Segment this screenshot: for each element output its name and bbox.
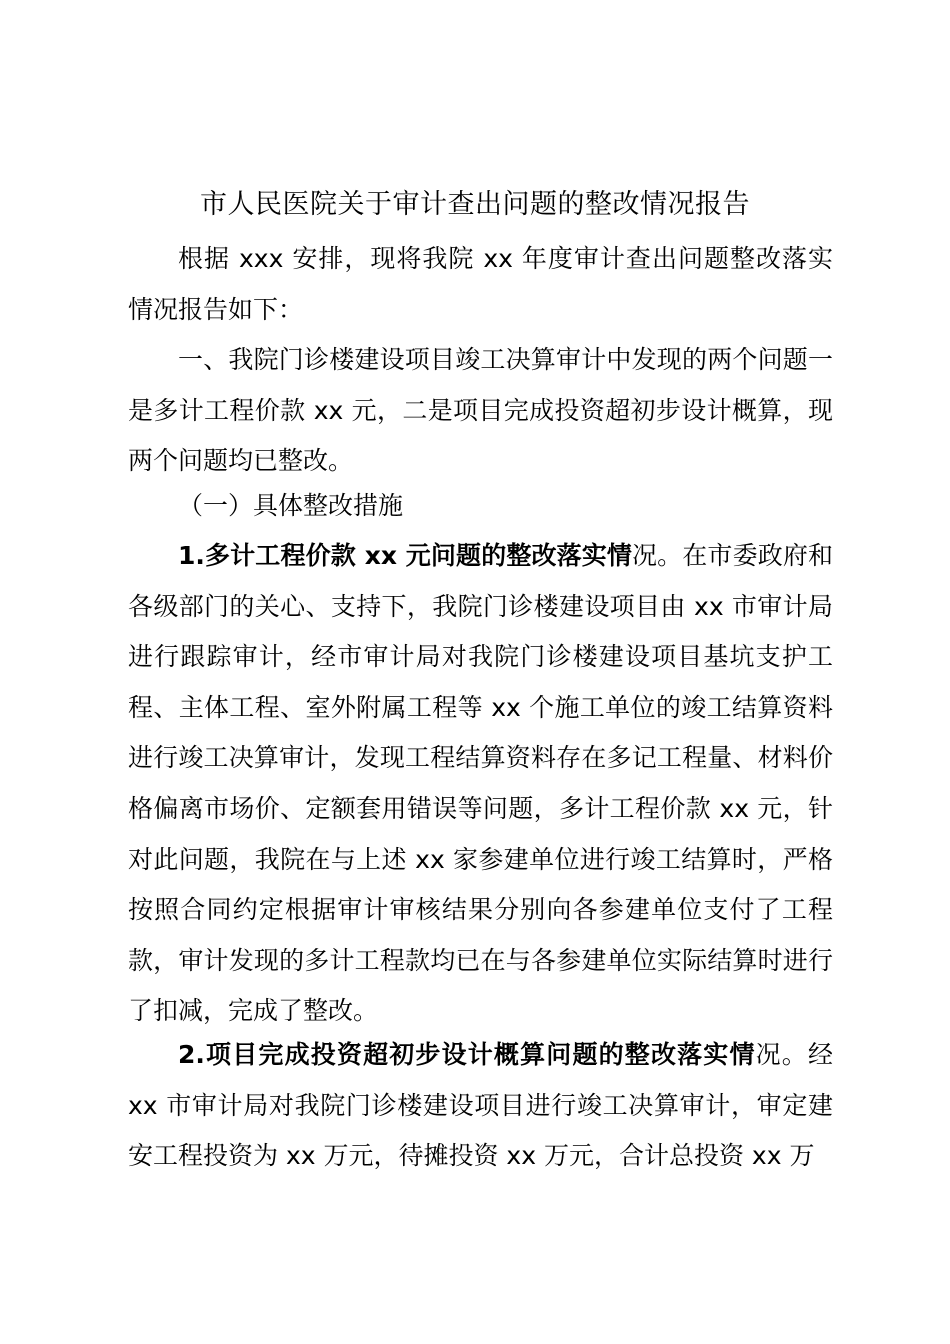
document-title: 市人民医院关于审计查出问题的整改情况报告 — [200, 189, 750, 220]
item-1-paragraph — [128, 531, 833, 1037]
section-1-paragraph: 一、我院门诊楼建设项目竣工决算审计中发现的两个问题一是多计工程价款 xx 元，二是项目完成投资超初步设计概算，现两个问题均已整改。 — [128, 345, 833, 476]
item-1-body: 况。在市委政府和各级部门的关心、支持下，我院门诊楼建设项目由 xx 市审计局进行跟踪审计，经市审计局对我院门诊楼建设项目基坑支护工程、主体工程、室外附属工程等 xx 个施工单位的竣工结算资料进行竣工决算审计，发现工程结算资料存在多记工程量、材料价格偏离市场价、定额套用错误等问题，多计工程价款 xx 元，针对此问题，我院在与上述 xx 家参建单位进行竣工结算时，严格按照合同约定根据审计审核结果分别向各参建单位支付了工程款，审计发现的多计工程款均已在与各参建单位实际结算时进行了扣减，完成了整改。 — [128, 541, 833, 1026]
item-2-heading: 2.项目完成投资超初步设计概算问题的整改落实情 — [178, 1040, 756, 1069]
item-2-body: 况。经 xx 市审计局对我院门诊楼建设项目进行竣工决算审计，审定建安工程投资为 xx 万元，待摊投资 xx 万元，合计总投资 xx 万 — [128, 1040, 833, 1171]
item-2-paragraph — [128, 1030, 833, 1182]
subsection-heading: （一）具体整改措施 — [178, 491, 404, 520]
intro-paragraph: 根据 xxx 安排，现将我院 xx 年度审计查出问题整改落实情况报告如下： — [128, 244, 833, 324]
item-1-heading: 1.多计工程价款 xx 元问题的整改落实情 — [178, 541, 633, 570]
